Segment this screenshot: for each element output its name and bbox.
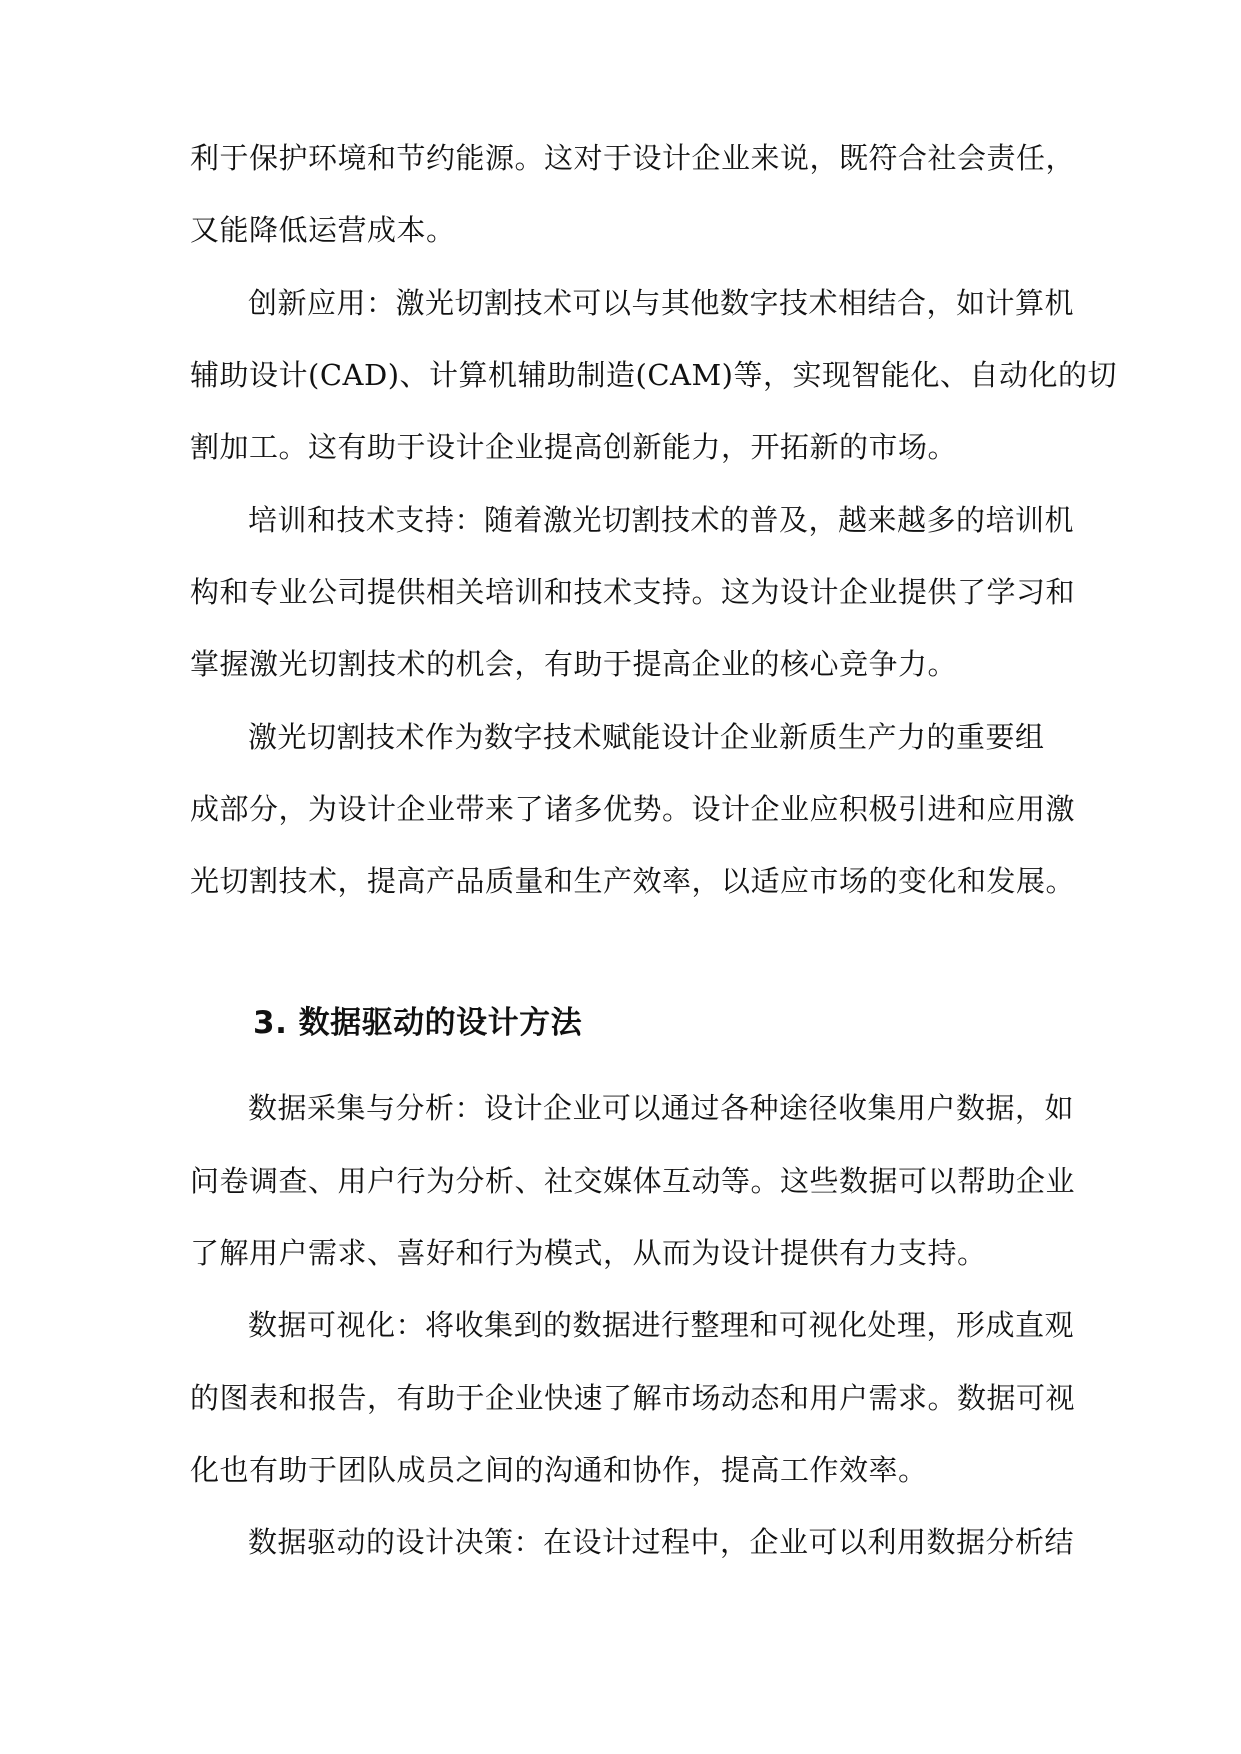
paragraph-line: 成部分，为设计企业带来了诸多优势。设计企业应积极引进和应用激	[190, 792, 1076, 826]
paragraph-line: 辅助设计(CAD)、计算机辅助制造(CAM)等，实现智能化、自动化的切	[190, 358, 1117, 392]
paragraph-line: 创新应用：激光切割技术可以与其他数字技术相结合，如计算机	[248, 286, 1075, 320]
paragraph-line: 数据采集与分析：设计企业可以通过各种途径收集用户数据，如	[248, 1091, 1075, 1125]
paragraph-line: 培训和技术支持：随着激光切割技术的普及，越来越多的培训机	[248, 503, 1075, 537]
paragraph-line: 利于保护环境和节约能源。这对于设计企业来说，既符合社会责任，	[190, 141, 1076, 175]
paragraph-line: 构和专业公司提供相关培训和技术支持。这为设计企业提供了学习和	[190, 575, 1076, 609]
paragraph-line: 数据可视化：将收集到的数据进行整理和可视化处理，形成直观	[248, 1308, 1075, 1342]
paragraph-line: 激光切割技术作为数字技术赋能设计企业新质生产力的重要组	[248, 720, 1045, 754]
paragraph-line: 数据驱动的设计决策：在设计过程中，企业可以利用数据分析结	[248, 1525, 1075, 1559]
paragraph-line: 掌握激光切割技术的机会，有助于提高企业的核心竞争力。	[190, 647, 958, 681]
section-heading: 3. 数据驱动的设计方法	[253, 1005, 583, 1041]
paragraph-line: 了解用户需求、喜好和行为模式，从而为设计提供有力支持。	[190, 1236, 987, 1270]
paragraph-line: 问卷调查、用户行为分析、社交媒体互动等。这些数据可以帮助企业	[190, 1164, 1076, 1198]
paragraph-line: 化也有助于团队成员之间的沟通和协作，提高工作效率。	[190, 1453, 928, 1487]
paragraph-line: 光切割技术，提高产品质量和生产效率，以适应市场的变化和发展。	[190, 864, 1076, 898]
paragraph-line: 又能降低运营成本。	[190, 213, 456, 247]
paragraph-line: 割加工。这有助于设计企业提高创新能力，开拓新的市场。	[190, 430, 958, 464]
paragraph-line: 的图表和报告，有助于企业快速了解市场动态和用户需求。数据可视	[190, 1381, 1076, 1415]
